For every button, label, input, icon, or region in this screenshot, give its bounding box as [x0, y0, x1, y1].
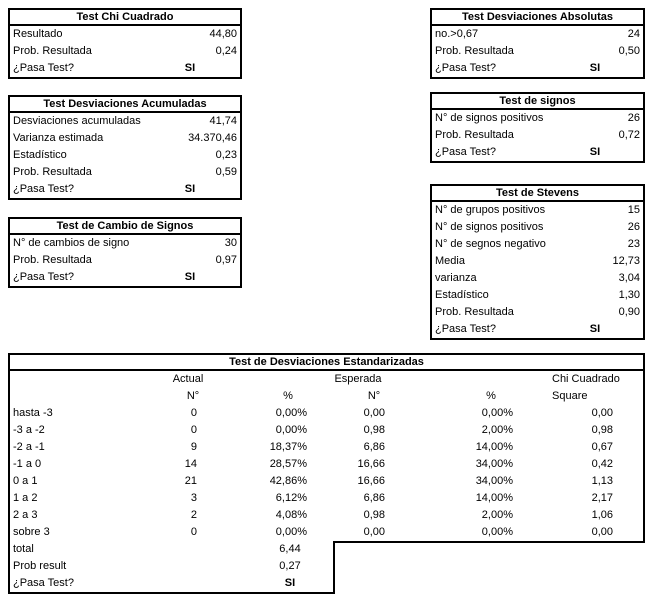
- pass-question-label: ¿Pasa Test?: [435, 62, 496, 74]
- table-row: [432, 304, 643, 321]
- row-label: N° de signos positivos: [435, 221, 544, 233]
- table-row: [432, 270, 643, 287]
- total-label: total: [13, 543, 34, 555]
- row-label: N° de cambios de signo: [13, 237, 130, 249]
- esperada-pct-value: 34,00%: [475, 475, 513, 487]
- actual-pct-value: 18,37%: [269, 441, 307, 453]
- table-title: Test Desviaciones Acumuladas: [10, 97, 240, 113]
- row-value: 15: [627, 204, 640, 216]
- table-row: [10, 490, 643, 507]
- group-header-chi-cuadrado: Chi Cuadrado: [552, 373, 620, 385]
- esperada-n-value: 0,98: [363, 509, 385, 521]
- chi-square-value: 0,00: [591, 526, 613, 538]
- table-row: [10, 43, 240, 60]
- test-desviaciones-absolutas-table: [430, 8, 645, 79]
- esperada-pct-value: 34,00%: [475, 458, 513, 470]
- table-row: [432, 253, 643, 270]
- row-label: Prob. Resultada: [13, 166, 92, 178]
- pass-result-value: SI: [589, 323, 601, 335]
- test-de-signos-table: [430, 92, 645, 163]
- table-row: [432, 219, 643, 236]
- row-value: 41,74: [209, 115, 237, 127]
- row-label: Resultado: [13, 28, 63, 40]
- pass-test-row: [432, 321, 643, 338]
- actual-pct-value: 28,57%: [269, 458, 307, 470]
- pass-question-label: ¿Pasa Test?: [435, 323, 496, 335]
- chi-square-value: 1,13: [591, 475, 613, 487]
- chi-square-value: 0,98: [591, 424, 613, 436]
- esperada-n-value: 6,86: [363, 492, 385, 504]
- row-value: 26: [627, 221, 640, 233]
- table-row: [432, 127, 643, 144]
- row-value: 0,72: [618, 129, 640, 141]
- column-header-actual-n: N°: [186, 390, 200, 402]
- pass-question-label: ¿Pasa Test?: [13, 62, 74, 74]
- pass-question-label: ¿Pasa Test?: [13, 183, 74, 195]
- row-value: 0,59: [215, 166, 237, 178]
- pass-result-value: SI: [184, 183, 196, 195]
- row-label: Estadístico: [13, 149, 67, 161]
- row-label: Prob. Resultada: [435, 129, 514, 141]
- row-value: 0,90: [618, 306, 640, 318]
- actual-n-value: 3: [190, 492, 197, 504]
- table-row: [432, 110, 643, 127]
- pass-result-value: SI: [284, 577, 296, 589]
- actual-pct-value: 42,86%: [269, 475, 307, 487]
- row-label: Varianza estimada: [13, 132, 104, 144]
- table-row: [432, 26, 643, 43]
- pass-test-row: [10, 60, 240, 77]
- table-title: Test de Desviaciones Estandarizadas: [10, 355, 643, 371]
- bin-label: 0 a 1: [13, 475, 38, 487]
- row-label: Estadístico: [435, 289, 489, 301]
- table-title: Test Chi Cuadrado: [10, 10, 240, 26]
- row-label: no.>0,67: [435, 28, 479, 40]
- esperada-pct-value: 14,00%: [475, 492, 513, 504]
- table-row: [10, 130, 240, 147]
- actual-n-value: 0: [190, 407, 197, 419]
- esperada-pct-value: 14,00%: [475, 441, 513, 453]
- pass-test-row: [10, 575, 333, 592]
- row-value: 0,24: [215, 45, 237, 57]
- actual-n-value: 21: [184, 475, 197, 487]
- esperada-pct-value: 2,00%: [481, 424, 513, 436]
- group-header-esperada: Esperada: [334, 373, 382, 385]
- pass-result-value: SI: [184, 271, 196, 283]
- test-desviaciones-acumuladas-table: [8, 95, 242, 200]
- bin-label: -3 a -2: [13, 424, 45, 436]
- table-title: Test de Cambio de Signos: [10, 219, 240, 235]
- row-label: varianza: [435, 272, 477, 284]
- row-label: Prob. Resultada: [435, 306, 514, 318]
- test-chi-cuadrado-table: [8, 8, 242, 79]
- table-row: [432, 287, 643, 304]
- column-header-square: Square: [552, 390, 588, 402]
- table-row: [432, 202, 643, 219]
- esperada-n-value: 16,66: [357, 458, 385, 470]
- pass-result-value: SI: [589, 146, 601, 158]
- table-row: [10, 524, 643, 541]
- chi-square-value: 0,00: [591, 407, 613, 419]
- total-value: 6,44: [279, 543, 301, 555]
- pass-question-label: ¿Pasa Test?: [435, 146, 496, 158]
- actual-pct-value: 4,08%: [275, 509, 307, 521]
- chi-square-value: 1,06: [591, 509, 613, 521]
- table-row: [10, 405, 643, 422]
- actual-n-value: 0: [190, 424, 197, 436]
- table-row: [10, 113, 240, 130]
- actual-pct-value: 0,00%: [275, 526, 307, 538]
- table-row: [10, 147, 240, 164]
- group-header-row: [10, 371, 643, 388]
- table-row: [10, 439, 643, 456]
- row-value: 0,97: [215, 254, 237, 266]
- prob-result-row: [10, 558, 333, 575]
- row-label: N° de signos positivos: [435, 112, 544, 124]
- esperada-n-value: 0,98: [363, 424, 385, 436]
- total-row: [10, 541, 333, 558]
- table-row: [432, 236, 643, 253]
- esperada-pct-value: 2,00%: [481, 509, 513, 521]
- esperada-n-value: 0,00: [363, 526, 385, 538]
- row-value: 1,30: [618, 289, 640, 301]
- table-row: [10, 456, 643, 473]
- pass-result-value: SI: [589, 62, 601, 74]
- row-value: 30: [224, 237, 237, 249]
- row-label: Desviaciones acumuladas: [13, 115, 141, 127]
- actual-pct-value: 6,12%: [275, 492, 307, 504]
- esperada-n-value: 0,00: [363, 407, 385, 419]
- row-value: 3,04: [618, 272, 640, 284]
- column-header-esperada-n: N°: [367, 390, 381, 402]
- actual-pct-value: 0,00%: [275, 407, 307, 419]
- table-row: [10, 422, 643, 439]
- row-value: 0,50: [618, 45, 640, 57]
- column-header-esperada-pct: %: [486, 390, 496, 402]
- row-label: N° de grupos positivos: [435, 204, 546, 216]
- chi-square-value: 0,67: [591, 441, 613, 453]
- bin-label: hasta -3: [13, 407, 53, 419]
- actual-pct-value: 0,00%: [275, 424, 307, 436]
- test-cambio-de-signos-table: [8, 217, 242, 288]
- column-header-actual-pct: %: [283, 390, 293, 402]
- table-title: Test de Stevens: [432, 186, 643, 202]
- group-header-actual: Actual: [172, 373, 204, 385]
- esperada-pct-value: 0,00%: [481, 407, 513, 419]
- esperada-n-value: 16,66: [357, 475, 385, 487]
- row-label: N° de segnos negativo: [435, 238, 546, 250]
- row-label: Prob. Resultada: [13, 254, 92, 266]
- table-row: [10, 507, 643, 524]
- esperada-pct-value: 0,00%: [481, 526, 513, 538]
- table-row: [10, 164, 240, 181]
- bin-label: sobre 3: [13, 526, 50, 538]
- pass-test-row: [432, 144, 643, 161]
- row-value: 0,23: [215, 149, 237, 161]
- bin-label: -2 a -1: [13, 441, 45, 453]
- test-desviaciones-estandarizadas-table: [8, 353, 645, 543]
- row-label: Prob. Resultada: [13, 45, 92, 57]
- table-title: Test Desviaciones Absolutas: [432, 10, 643, 26]
- pass-question-label: ¿Pasa Test?: [13, 271, 74, 283]
- chi-square-value: 2,17: [591, 492, 613, 504]
- table-row: [10, 473, 643, 490]
- esperada-n-value: 6,86: [363, 441, 385, 453]
- table-row: [432, 43, 643, 60]
- prob-result-value: 0,27: [279, 560, 301, 572]
- table-row: [10, 235, 240, 252]
- row-label: Media: [435, 255, 465, 267]
- row-value: 12,73: [612, 255, 640, 267]
- row-value: 34.370,46: [188, 132, 237, 144]
- pass-test-row: [10, 269, 240, 286]
- row-value: 24: [627, 28, 640, 40]
- table-row: [10, 252, 240, 269]
- bin-label: 2 a 3: [13, 509, 38, 521]
- chi-square-value: 0,42: [591, 458, 613, 470]
- prob-result-label: Prob result: [13, 560, 67, 572]
- std-table-summary-block: [8, 541, 335, 594]
- actual-n-value: 14: [184, 458, 197, 470]
- table-title: Test de signos: [432, 94, 643, 110]
- row-label: Prob. Resultada: [435, 45, 514, 57]
- actual-n-value: 9: [190, 441, 197, 453]
- pass-test-row: [10, 181, 240, 198]
- row-value: 23: [627, 238, 640, 250]
- bin-label: -1 a 0: [13, 458, 42, 470]
- actual-n-value: 0: [190, 526, 197, 538]
- table-row: [10, 26, 240, 43]
- pass-test-row: [432, 60, 643, 77]
- test-de-stevens-table: [430, 184, 645, 340]
- actual-n-value: 2: [190, 509, 197, 521]
- pass-result-value: SI: [184, 62, 196, 74]
- column-header-row: [10, 388, 643, 405]
- row-value: 26: [627, 112, 640, 124]
- bin-label: 1 a 2: [13, 492, 38, 504]
- row-value: 44,80: [209, 28, 237, 40]
- pass-question-label: ¿Pasa Test?: [13, 577, 74, 589]
